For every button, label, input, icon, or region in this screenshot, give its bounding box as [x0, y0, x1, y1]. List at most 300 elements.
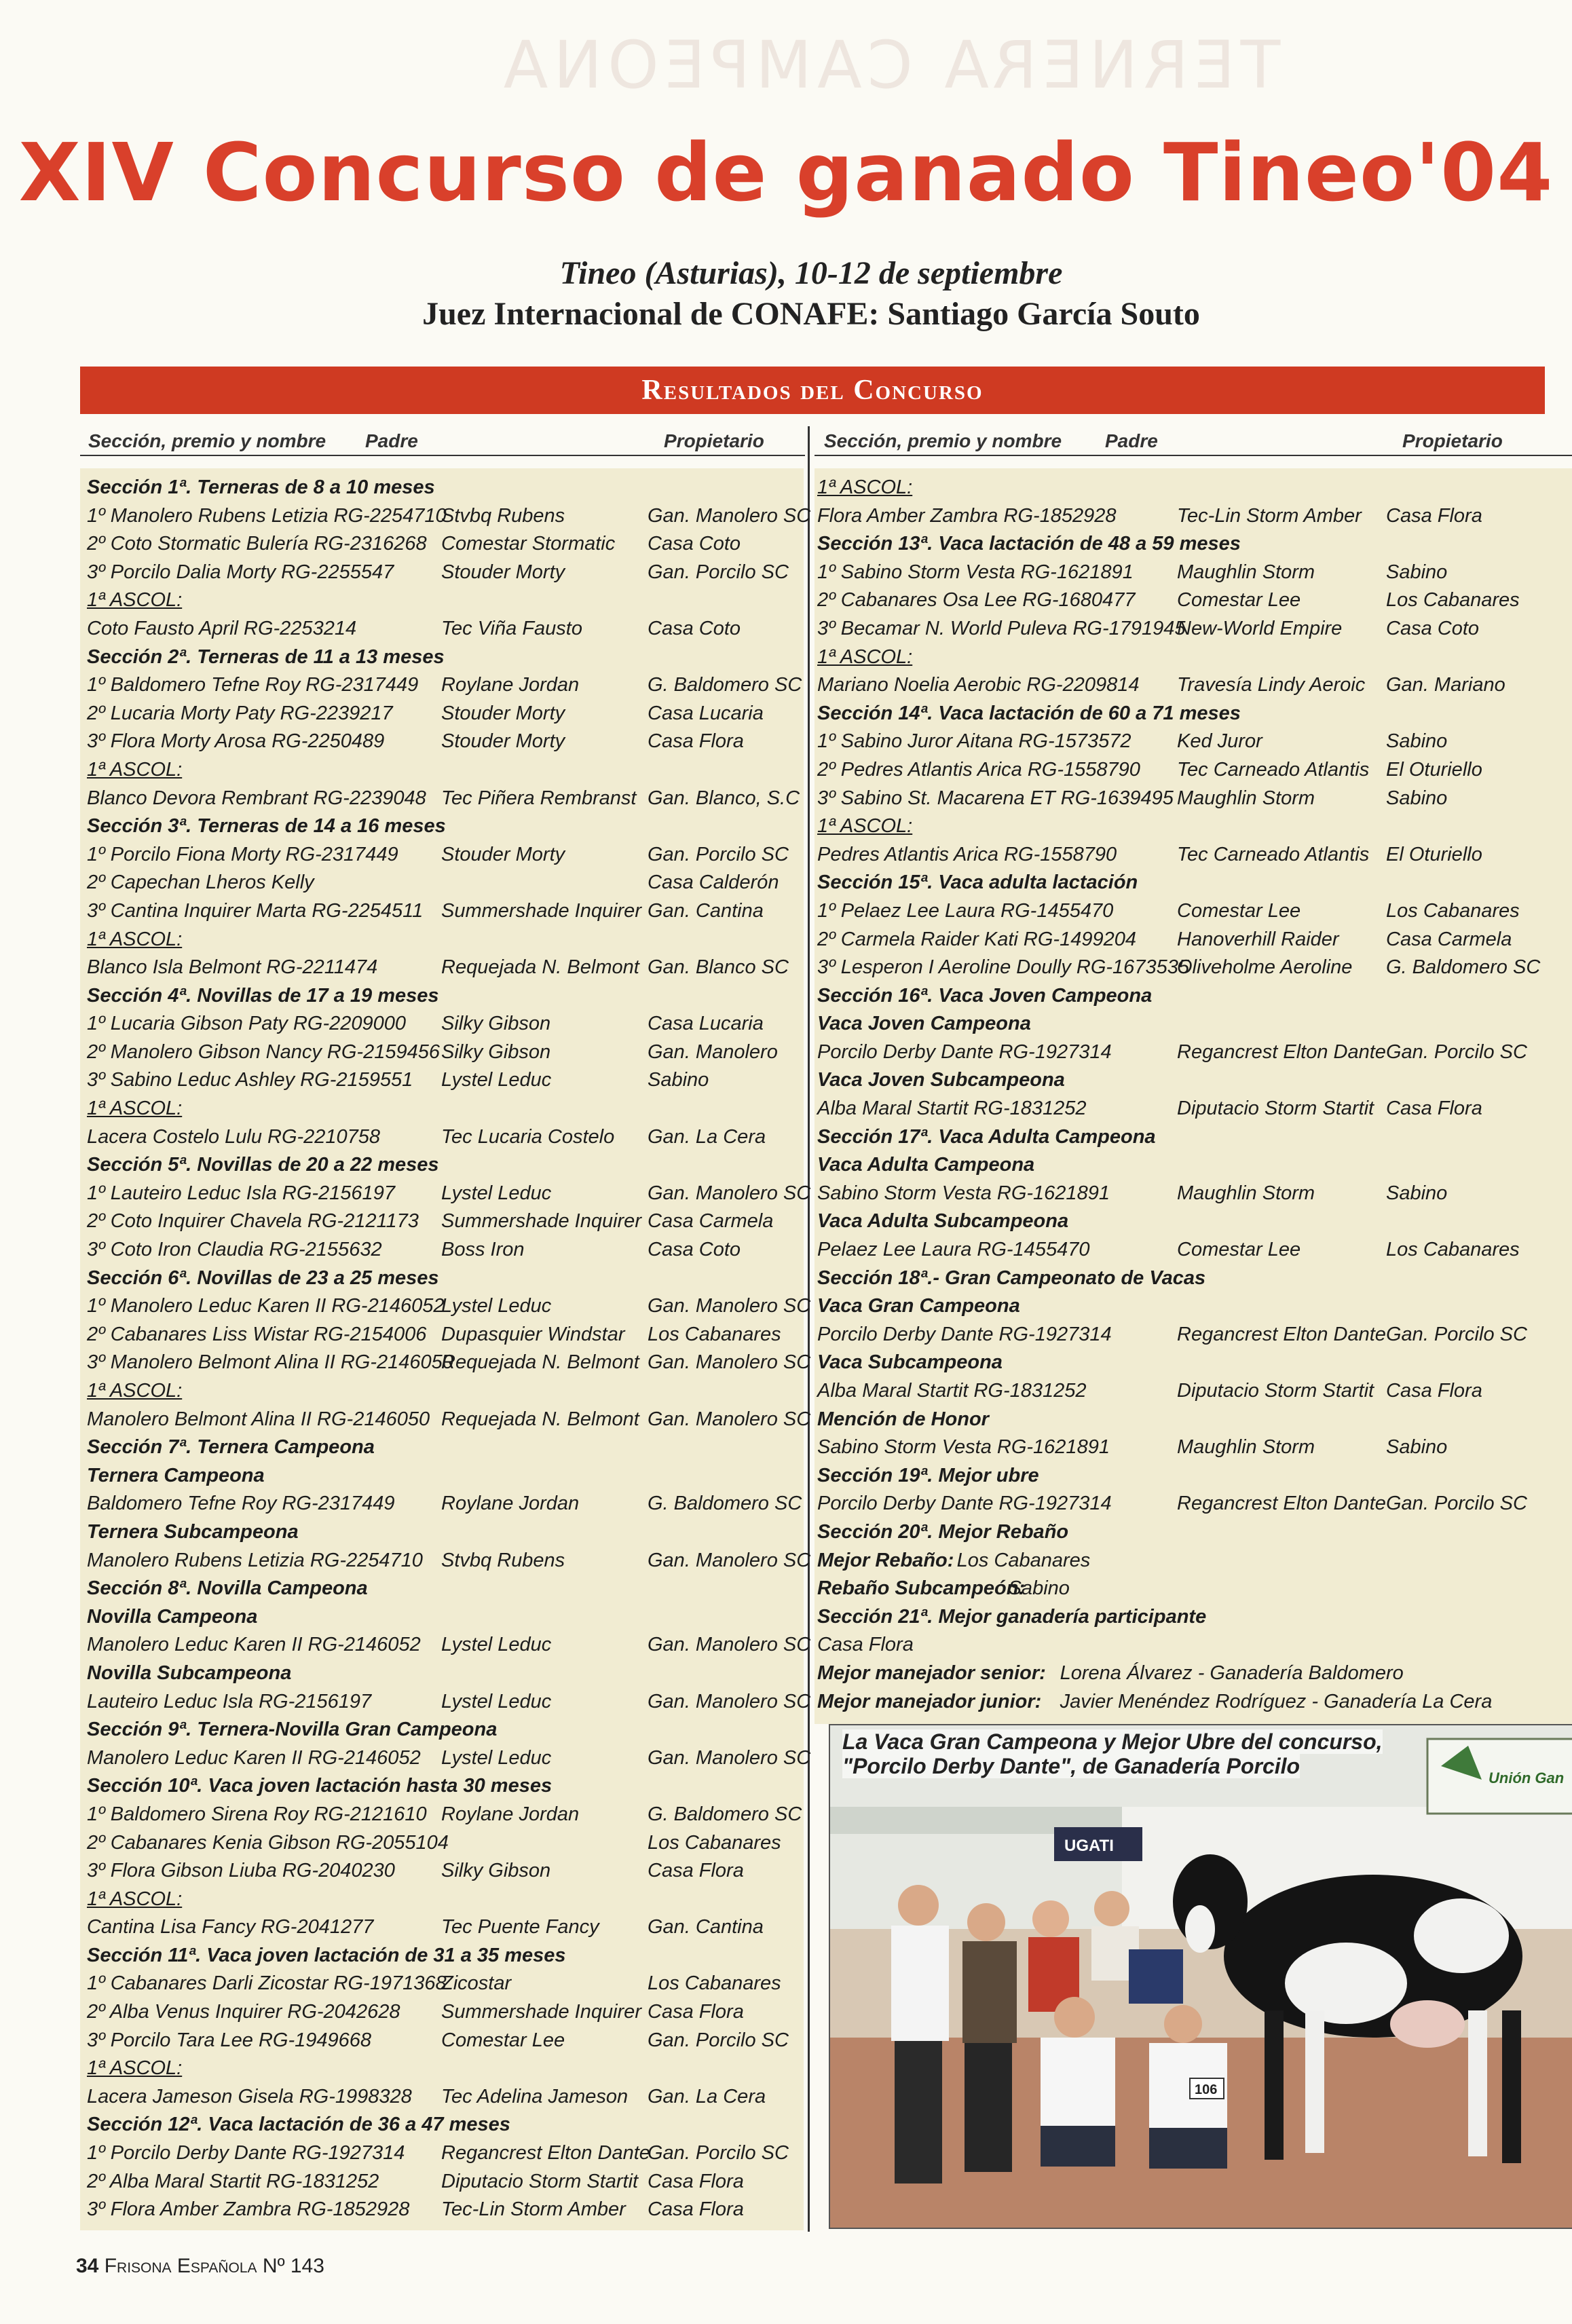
result-row [80, 2083, 806, 2112]
owner-name: Gan. Manolero SC [648, 1408, 811, 1430]
entry-name: Blanco Isla Belmont RG-2211474 [87, 956, 378, 979]
award-winner: Lorena Álvarez - Ganadería Baldomero [1060, 1662, 1404, 1684]
sire-name: Requejada N. Belmont [441, 1351, 639, 1374]
owner-name: El Oturiello [1386, 843, 1482, 865]
section-heading [80, 982, 806, 1011]
sire-name: Maughlin Storm [1177, 787, 1315, 809]
result-row [80, 897, 806, 926]
entry-name: 3º Flora Morty Arosa RG-2250489 [87, 730, 385, 753]
section-heading [815, 530, 1572, 559]
photo-illustration [830, 1725, 1572, 2228]
sire-name: Stvbq Rubens [441, 1549, 565, 1571]
owner-name: Gan. Cantina [648, 899, 764, 922]
result-row [80, 1123, 806, 1152]
entry-name: 2º Cabanares Liss Wistar RG-2154006 [87, 1323, 427, 1345]
sire-name: Silky Gibson [441, 1860, 551, 1882]
entry-name: Rebaño Subcampeón: [817, 1577, 1026, 1600]
entry-name: 2º Lucaria Morty Paty RG-2239217 [87, 702, 393, 724]
entry-name: 3º Flora Amber Zambra RG-1852928 [87, 2198, 410, 2221]
owner-name: Gan. Manolero SC [648, 1634, 811, 1656]
sire-name: Stouder Morty [441, 730, 565, 753]
section-heading [815, 1518, 1572, 1547]
entry-name: Baldomero Tefne Roy RG-2317449 [87, 1493, 395, 1515]
magazine-name: Frisona Española [104, 2255, 257, 2277]
section-heading [80, 643, 806, 672]
entry-name: Sabino Storm Vesta RG-1621891 [817, 1182, 1110, 1204]
section-heading [80, 1942, 806, 1970]
sire-name: Maughlin Storm [1177, 1436, 1315, 1459]
sire-name: Silky Gibson [441, 1041, 551, 1063]
owner-name: Los Cabanares [648, 1831, 781, 1854]
entry-name: 1º Pelaez Lee Laura RG-1455470 [817, 899, 1114, 922]
entry-name: Sección 3ª. Terneras de 14 a 16 meses [87, 815, 446, 838]
owner-name: Casa Coto [1386, 617, 1480, 639]
right-results-list [815, 474, 1572, 1716]
section-heading [815, 1066, 1572, 1095]
result-row [80, 530, 806, 559]
section-heading [815, 1010, 1572, 1038]
entry-name: 1º Sabino Storm Vesta RG-1621891 [817, 561, 1134, 583]
result-row [815, 1631, 1572, 1660]
owner-name: Gan. Manolero SC [648, 1295, 811, 1317]
entry-name: Novilla Campeona [87, 1605, 258, 1628]
ascol-label [80, 926, 806, 954]
result-row [80, 1744, 811, 1773]
entry-name: Vaca Subcampeona [817, 1351, 1003, 1374]
owner-name: Gan. Manolero SC [648, 1690, 811, 1712]
owner-name: Gan. Porcilo SC [648, 2029, 789, 2051]
owner-name: Casa Flora [648, 2170, 744, 2192]
entry-name: Sección 8ª. Novilla Campeona [87, 1577, 368, 1600]
result-row [80, 1829, 806, 1858]
sire-name: Diputacio Storm Startit [441, 2170, 639, 2192]
entry-name: Porcilo Derby Dante RG-1927314 [817, 1041, 1112, 1063]
result-row [80, 2168, 806, 2196]
sire-name: Oliveholme Aeroline [1177, 956, 1353, 979]
page-number: 34 [76, 2255, 99, 2277]
col-padre-label: Padre [1105, 430, 1158, 451]
result-row [815, 1038, 1572, 1067]
sire-name: Requejada N. Belmont [441, 956, 639, 979]
column-divider [808, 426, 810, 2232]
entry-name: 2º Cabanares Osa Lee RG-1680477 [817, 589, 1136, 612]
entry-name: 1ª ASCOL: [87, 589, 183, 612]
left-results-list [80, 474, 811, 2224]
entry-name: Alba Maral Startit RG-1831252 [817, 1380, 1087, 1402]
owner-name: Gan. Manolero SC [648, 1549, 811, 1571]
section-heading [80, 1772, 806, 1801]
exhibitor-number: 106 [1195, 2082, 1218, 2097]
owner-name: Gan. Porcilo SC [1386, 1493, 1527, 1515]
result-row [80, 1801, 806, 1829]
result-row [815, 615, 1572, 643]
entry-name: 1ª ASCOL: [817, 815, 913, 838]
entry-name: 1ª ASCOL: [87, 1380, 183, 1402]
section-heading [80, 1462, 806, 1491]
owner-name: Sabino [1386, 561, 1448, 583]
entry-name: Casa Flora [817, 1634, 914, 1656]
entry-name: Porcilo Derby Dante RG-1927314 [817, 1323, 1112, 1345]
section-heading [80, 2111, 806, 2139]
entry-name: Mejor manejador junior: [817, 1690, 1042, 1712]
owner-name: Gan. Porcilo SC [648, 843, 789, 865]
sire-name: Tec-Lin Storm Amber [1177, 504, 1362, 527]
owner-name: Gan. Porcilo SC [1386, 1323, 1527, 1345]
result-row [80, 1490, 806, 1518]
entry-name: Sección 21ª. Mejor ganadería participante [817, 1605, 1207, 1628]
result-row [80, 1010, 806, 1038]
owner-name: Casa Flora [648, 1860, 744, 1882]
result-row [815, 1180, 1572, 1208]
section-heading [80, 1716, 806, 1744]
entry-name: Pelaez Lee Laura RG-1455470 [817, 1239, 1090, 1261]
entry-name: 3º Coto Iron Claudia RG-2155632 [87, 1239, 382, 1261]
entry-name: Vaca Gran Campeona [817, 1295, 1020, 1317]
award-line [815, 1688, 1572, 1717]
ascol-label [815, 474, 1572, 502]
owner-name: Casa Flora [1386, 1098, 1482, 1120]
result-row [80, 700, 806, 728]
sire-name: Regancrest Elton Dante [1177, 1323, 1386, 1345]
owner-name: Casa Coto [648, 1239, 741, 1261]
result-row [815, 1490, 1572, 1518]
result-row [815, 926, 1572, 954]
entry-name: 1ª ASCOL: [87, 2057, 183, 2080]
entry-name: Lacera Jameson Gisela RG-1998328 [87, 2085, 412, 2107]
entry-name: Sección 17ª. Vaca Adulta Campeona [817, 1125, 1156, 1148]
result-row [80, 1857, 806, 1886]
sire-name: Silky Gibson [441, 1013, 551, 1035]
sire-name: Summershade Inquirer [441, 899, 641, 922]
left-column-header [80, 426, 805, 456]
section-heading [815, 1207, 1572, 1236]
result-row [80, 1038, 806, 1067]
judge-line: Juez Internacional de CONAFE: Santiago García Souto [422, 296, 1200, 332]
sire-name: Roylane Jordan [441, 674, 580, 696]
result-row [80, 841, 806, 869]
sire-name: Tec Piñera Rembranst [441, 787, 637, 809]
section-heading [815, 869, 1572, 897]
entry-name: 2º Pedres Atlantis Arica RG-1558790 [817, 758, 1140, 781]
award-line [815, 1547, 1572, 1575]
owner-name: Gan. Porcilo SC [1386, 1041, 1527, 1063]
section-heading [815, 1349, 1572, 1377]
entry-name: Sección 16ª. Vaca Joven Campeona [817, 984, 1153, 1007]
owner-name: Gan. Porcilo SC [648, 2142, 789, 2164]
entry-name: 3º Manolero Belmont Alina II RG-2146050 [87, 1351, 453, 1374]
entry-name: Mejor manejador senior: [817, 1662, 1046, 1684]
ghost-mirrored-text: TERNERA CAMPEONA [498, 27, 1281, 103]
owner-name: Casa Coto [648, 617, 741, 639]
sire-name: Zicostar [441, 1972, 512, 1995]
result-row [815, 559, 1572, 587]
sire-name: Comestar Lee [1177, 1239, 1301, 1261]
section-heading [815, 1406, 1572, 1434]
owner-name: Casa Flora [1386, 504, 1482, 527]
caption-line-1: La Vaca Gran Campeona y Mejor Ubre del concurso, [842, 1729, 1383, 1754]
owner-name: G. Baldomero SC [648, 1803, 802, 1825]
sire-name: Lystel Leduc [441, 1634, 552, 1656]
entry-name: 2º Capechan Lheros Kelly [87, 872, 314, 894]
entry-name: Sección 15ª. Vaca adulta lactación [817, 872, 1138, 894]
sire-name: Tec Carneado Atlantis [1177, 843, 1370, 865]
result-row [80, 1207, 806, 1236]
owner-name: Gan. Porcilo SC [648, 561, 789, 583]
result-row [80, 2027, 806, 2055]
result-row [80, 954, 806, 982]
owner-name: Casa Lucaria [648, 702, 764, 724]
result-row [80, 1406, 811, 1434]
result-row [80, 728, 806, 756]
ascol-label [80, 586, 806, 615]
sign-text: Unión Gan [1489, 1769, 1565, 1786]
entry-name: 3º Porcilo Tara Lee RG-1949668 [87, 2029, 371, 2051]
owner-name: Los Cabanares [1386, 899, 1520, 922]
owner-name: Gan. Manolero SC [648, 1182, 811, 1204]
page-footer [76, 2255, 324, 2278]
ascol-label [80, 1095, 806, 1123]
issue-number: Nº 143 [262, 2255, 324, 2277]
col-seccion-label: Sección, premio y nombre [824, 430, 1062, 451]
section-heading [815, 1603, 1572, 1632]
section-heading [815, 982, 1572, 1011]
entry-name: 3º Becamar N. World Puleva RG-1791945 [817, 617, 1186, 639]
entry-name: 1ª ASCOL: [817, 476, 913, 498]
entry-name: Sección 10ª. Vaca joven lactación hasta 30 meses [87, 1775, 553, 1797]
entry-name: Lauteiro Leduc Isla RG-2156197 [87, 1690, 372, 1712]
entry-name: 2º Carmela Raider Kati RG-1499204 [817, 928, 1136, 950]
entry-name: 2º Alba Venus Inquirer RG-2042628 [87, 2001, 400, 2023]
owner-name: Gan. Manolero SC [648, 1746, 811, 1769]
caption-line-2: "Porcilo Derby Dante", de Ganadería Porcilo [842, 1754, 1300, 1778]
entry-name: 1º Lauteiro Leduc Isla RG-2156197 [87, 1182, 395, 1204]
owner-name: Sabino [1386, 1182, 1448, 1204]
entry-name: 1º Porcilo Fiona Morty RG-2317449 [87, 843, 398, 865]
owner-name: Gan. Blanco, S.C [648, 787, 800, 809]
entry-name: 3º Porcilo Dalia Morty RG-2255547 [87, 561, 394, 583]
ascol-label [80, 2055, 806, 2083]
sire-name: Roylane Jordan [441, 1803, 580, 1825]
entry-name: Cantina Lisa Fancy RG-2041277 [87, 1916, 374, 1938]
entry-name: Novilla Subcampeona [87, 1662, 292, 1684]
sire-name: Stvbq Rubens [441, 504, 565, 527]
entry-name: 3º Sabino Leduc Ashley RG-2159551 [87, 1069, 413, 1091]
entry-name: 3º Cantina Inquirer Marta RG-2254511 [87, 899, 424, 922]
entry-name: 1º Lucaria Gibson Paty RG-2209000 [87, 1013, 407, 1035]
owner-name: El Oturiello [1386, 758, 1482, 781]
result-row [815, 897, 1572, 926]
entry-name: 1º Cabanares Darli Zicostar RG-1971368 [87, 1972, 447, 1995]
entry-name: Sabino Storm Vesta RG-1621891 [817, 1436, 1110, 1459]
result-row [815, 1095, 1572, 1123]
entry-name: Sección 11ª. Vaca joven lactación de 31 a 35 meses [87, 1944, 566, 1966]
award-winner: Los Cabanares [956, 1549, 1091, 1571]
sire-name: Stouder Morty [441, 843, 565, 865]
entry-name: Coto Fausto April RG-2253214 [87, 617, 357, 639]
result-row [80, 559, 806, 587]
entry-name: Lacera Costelo Lulu RG-2210758 [87, 1125, 381, 1148]
result-row [815, 954, 1572, 982]
owner-name: Los Cabanares [648, 1323, 781, 1345]
sire-name: Tec-Lin Storm Amber [441, 2198, 626, 2221]
result-row [80, 1180, 811, 1208]
entry-name: Vaca Joven Subcampeona [817, 1069, 1065, 1091]
result-row [815, 1236, 1572, 1264]
entry-name: Ternera Subcampeona [87, 1520, 299, 1543]
entry-name: Mejor Rebaño: [817, 1549, 954, 1571]
result-row [80, 785, 806, 813]
sire-name: Boss Iron [441, 1239, 525, 1261]
owner-name: Gan. Mariano [1386, 674, 1505, 696]
owner-name: Casa Calderón [648, 872, 779, 894]
entry-name: Sección 9ª. Ternera-Novilla Gran Campeona [87, 1719, 498, 1741]
owner-name: Gan. La Cera [648, 1125, 766, 1148]
award-line [815, 1660, 1572, 1688]
entry-name: Ternera Campeona [87, 1464, 265, 1486]
section-heading [80, 1518, 806, 1547]
sire-name: Comestar Stormatic [441, 533, 616, 555]
col-padre-label: Padre [365, 430, 418, 451]
owner-name: Gan. Cantina [648, 1916, 764, 1938]
sire-name: Lystel Leduc [441, 1182, 552, 1204]
result-row [80, 1236, 806, 1264]
result-row [80, 1998, 806, 2027]
sire-name: Dupasquier Windstar [441, 1323, 625, 1345]
owner-name: Casa Coto [648, 533, 741, 555]
entry-name: 2º Coto Stormatic Bulería RG-2316268 [87, 533, 427, 555]
entry-name: 2º Coto Inquirer Chavela RG-2121173 [87, 1210, 419, 1233]
result-row [80, 2139, 806, 2168]
result-row [80, 1292, 811, 1321]
entry-name: Sección 6ª. Novillas de 23 a 25 meses [87, 1267, 439, 1289]
entry-name: Sección 18ª.- Gran Campeonato de Vacas [817, 1267, 1206, 1289]
result-row [80, 1349, 811, 1377]
sire-name: Tec Carneado Atlantis [1177, 758, 1370, 781]
entry-name: 1ª ASCOL: [87, 1888, 183, 1910]
entry-name: 2º Manolero Gibson Nancy RG-2159456 [87, 1041, 440, 1063]
entry-name: 1º Baldomero Tefne Roy RG-2317449 [87, 674, 419, 696]
section-heading [80, 1603, 806, 1632]
award-line [815, 1575, 1572, 1603]
entry-name: 3º Sabino St. Macarena ET RG-1639495 [817, 787, 1174, 809]
entry-name: Sección 7ª. Ternera Campeona [87, 1436, 375, 1459]
result-row [815, 756, 1572, 785]
owner-name: Gan. Manolero SC [648, 1351, 811, 1374]
owner-name: Sabino [1386, 787, 1448, 809]
entry-name: Sección 4ª. Novillas de 17 a 19 meses [87, 984, 439, 1007]
sire-name: Travesía Lindy Aeroic [1177, 674, 1366, 696]
sire-name: Hanoverhill Raider [1177, 928, 1339, 950]
sire-name: Requejada N. Belmont [441, 1408, 639, 1430]
sire-name: Maughlin Storm [1177, 561, 1315, 583]
entry-name: Sección 1ª. Terneras de 8 a 10 meses [87, 476, 435, 498]
section-heading [80, 1264, 806, 1293]
section-heading [815, 1151, 1572, 1180]
sire-name: Lystel Leduc [441, 1069, 552, 1091]
result-row [80, 2196, 806, 2224]
entry-name: Manolero Leduc Karen II RG-2146052 [87, 1746, 421, 1769]
owner-name: Casa Carmela [1386, 928, 1512, 950]
result-row [80, 869, 806, 897]
entry-name: 2º Cabanares Kenia Gibson RG-2055104 [87, 1831, 449, 1854]
result-row [815, 1433, 1572, 1462]
result-row [80, 1547, 811, 1575]
entry-name: Sección 13ª. Vaca lactación de 48 a 59 meses [817, 533, 1241, 555]
sire-name: Tec Lucaria Costelo [441, 1125, 615, 1148]
owner-name: Casa Lucaria [648, 1013, 764, 1035]
result-row [80, 1321, 806, 1349]
ascol-label [80, 1377, 806, 1406]
entry-name: Sección 14ª. Vaca lactación de 60 a 71 meses [817, 702, 1241, 724]
ascol-label [80, 1886, 806, 1914]
entry-name: 1º Manolero Rubens Letizia RG-2254710 [87, 504, 447, 527]
result-row [80, 671, 806, 700]
entry-name: Sección 12ª. Vaca lactación de 36 a 47 meses [87, 2114, 510, 2136]
owner-name: Gan. La Cera [648, 2085, 766, 2107]
award-winner: Sabino [1008, 1577, 1070, 1600]
owner-name: Sabino [1386, 730, 1448, 753]
section-heading [80, 1151, 806, 1180]
result-row [815, 502, 1572, 531]
sire-name: Summershade Inquirer [441, 1210, 641, 1233]
entry-name: Flora Amber Zambra RG-1852928 [817, 504, 1117, 527]
right-column-header [815, 426, 1572, 456]
owner-name: G. Baldomero SC [1386, 956, 1541, 979]
result-row [815, 1321, 1572, 1349]
owner-name: Gan. Blanco SC [648, 956, 789, 979]
owner-name: Gan. Manolero SC [648, 504, 811, 527]
sire-name: Regancrest Elton Dante [1177, 1041, 1386, 1063]
sire-name: Comestar Lee [1177, 589, 1301, 612]
photo-caption [842, 1729, 1521, 1778]
entry-name: 1ª ASCOL: [87, 928, 183, 950]
results-banner: Resultados del Concurso [80, 367, 1545, 414]
entry-name: Mariano Noelia Aerobic RG-2209814 [817, 674, 1140, 696]
sire-name: Maughlin Storm [1177, 1182, 1315, 1204]
result-row [80, 1631, 811, 1660]
entry-name: 1º Manolero Leduc Karen II RG-2146052 [87, 1295, 445, 1317]
sire-name: New-World Empire [1177, 617, 1343, 639]
result-row [80, 615, 806, 643]
entry-name: Manolero Leduc Karen II RG-2146052 [87, 1634, 421, 1656]
sire-name: Summershade Inquirer [441, 2001, 641, 2023]
ascol-label [815, 812, 1572, 841]
event-place-date: Tineo (Asturias), 10-12 de septiembre [559, 255, 1063, 291]
result-row [815, 671, 1572, 700]
sire-name: Comestar Lee [1177, 899, 1301, 922]
owner-name: Casa Flora [648, 2198, 744, 2221]
sire-name: Lystel Leduc [441, 1746, 552, 1769]
entry-name: Mención de Honor [817, 1408, 989, 1430]
sire-name: Stouder Morty [441, 702, 565, 724]
entry-name: 1º Porcilo Derby Dante RG-1927314 [87, 2142, 405, 2164]
owner-name: Casa Flora [648, 2001, 744, 2023]
section-heading [80, 812, 806, 841]
entry-name: 1ª ASCOL: [87, 758, 183, 781]
section-heading [815, 700, 1572, 728]
owner-name: Los Cabanares [1386, 1239, 1520, 1261]
result-row [815, 586, 1572, 615]
sire-name: Ked Juror [1177, 730, 1262, 753]
entry-name: Porcilo Derby Dante RG-1927314 [817, 1493, 1112, 1515]
result-row [80, 502, 811, 531]
result-row [80, 1066, 806, 1095]
entry-name: Sección 20ª. Mejor Rebaño [817, 1520, 1069, 1543]
ascol-label [815, 643, 1572, 672]
section-heading [815, 1292, 1572, 1321]
section-heading [815, 1462, 1572, 1491]
sire-name: Diputacio Storm Startit [1177, 1380, 1374, 1402]
